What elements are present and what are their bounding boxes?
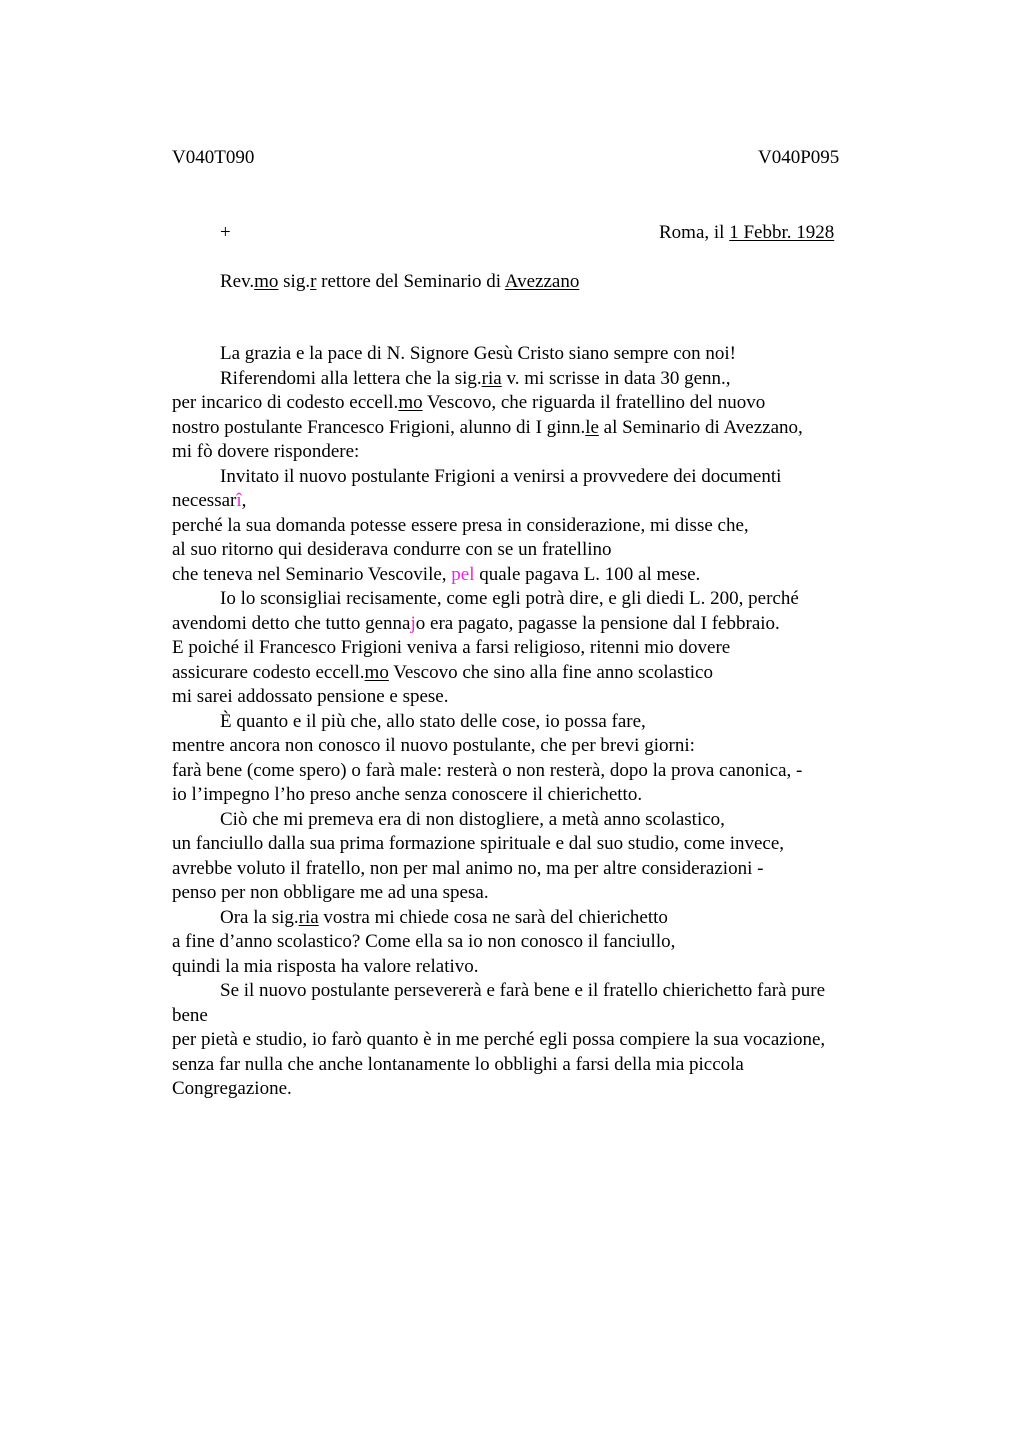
body-line <box>172 416 972 441</box>
text-run: quale pagava L. 100 al mese. <box>474 563 701 585</box>
text-run: Ora la sig. <box>220 906 299 928</box>
body-line: al suo ritorno qui desiderava condurre con se un fratellino <box>172 539 612 560</box>
underlined-abbrev: le <box>585 416 599 438</box>
date-value: 1 Febbr. 1928 <box>729 222 835 243</box>
body-line <box>172 612 972 637</box>
body-line <box>172 563 972 588</box>
body-line <box>172 391 972 416</box>
body-line: farà bene (come spero) o farà male: resterà o non resterà, dopo la prova canonica, - <box>172 759 803 781</box>
body-line: a fine d’anno scolastico? Come ella sa io non conosco il fanciullo, <box>172 931 676 952</box>
underlined-abbrev: mo <box>398 392 423 413</box>
letter-body <box>172 342 972 1102</box>
body-line: per pietà e studio, io farò quanto è in me perché egli possa compiere la sua vocazione, <box>172 1029 826 1050</box>
addressee-underlined: mo <box>254 271 279 292</box>
text-run: che teneva nel Seminario Vescovile, <box>172 563 452 585</box>
underlined-abbrev: mo <box>364 661 389 683</box>
body-line <box>172 661 972 686</box>
underlined-abbrev: ria <box>481 367 502 389</box>
text-run: per incarico di codesto eccell. <box>172 392 399 413</box>
body-line: perché la sua domanda potesse essere presa in considerazione, mi disse che, <box>172 514 749 536</box>
body-line: io l’impegno l’ho preso anche senza conoscere il chierichetto. <box>172 784 643 805</box>
text-run: Vescovo che sino alla fine anno scolastico <box>388 661 713 683</box>
body-line: La grazia e la pace di N. Signore Gesù Cristo siano sempre con noi! <box>220 343 737 364</box>
underlined-abbrev: ria <box>298 906 319 928</box>
addressee-line <box>220 270 579 295</box>
highlighted-text: j <box>410 612 416 634</box>
text-run: Vescovo, che riguarda il fratellino del nuovo <box>422 392 766 413</box>
body-line <box>172 367 972 392</box>
text-run: o era pagato, pagasse la pensione dal I febbraio. <box>415 612 780 634</box>
addressee-part: rettore del Seminario di <box>316 271 505 292</box>
header-right-code: V040P095 <box>758 147 840 168</box>
text-run: , <box>241 490 247 511</box>
cross-symbol: + <box>220 222 231 243</box>
body-line: E poiché il Francesco Frigioni veniva a farsi religioso, ritenni mio dovere <box>172 637 731 658</box>
body-line: mi fò dovere rispondere: <box>172 441 360 462</box>
body-line <box>172 906 972 931</box>
highlighted-text: pel <box>451 563 475 585</box>
date-prefix: Roma, il <box>659 222 730 243</box>
body-line: senza far nulla che anche lontanamente lo obblighi a farsi della mia piccola <box>172 1053 744 1075</box>
addressee-part: Rev. <box>220 271 255 292</box>
body-line: quindi la mia risposta ha valore relativo. <box>172 955 479 977</box>
body-line: Invitato il nuovo postulante Frigioni a venirsi a provvedere dei documenti <box>220 465 782 487</box>
body-line <box>172 489 972 514</box>
body-line: Se il nuovo postulante persevererà e farà bene e il fratello chierichetto farà pure <box>220 980 826 1001</box>
text-run: avendomi detto che tutto genna <box>172 612 411 634</box>
text-run: necessar <box>172 490 237 511</box>
addressee-underlined: r <box>310 271 317 292</box>
date-line <box>659 221 834 246</box>
body-line: avrebbe voluto il fratello, non per mal animo no, ma per altre considerazioni - <box>172 857 764 879</box>
text-run: al Seminario di Avezzano, <box>598 416 803 438</box>
body-line: Ciò che mi premeva era di non distogliere, a metà anno scolastico, <box>220 808 725 830</box>
body-line: Io lo sconsigliai recisamente, come egli potrà dire, e gli diedi L. 200, perché <box>220 588 799 609</box>
addressee-part: sig. <box>278 271 311 292</box>
text-run: nostro postulante Francesco Frigioni, alunno di I ginn. <box>172 416 586 438</box>
body-line: mentre ancora non conosco il nuovo postulante, che per brevi giorni: <box>172 735 695 756</box>
header-left-code: V040T090 <box>172 147 255 168</box>
body-line: un fanciullo dalla sua prima formazione spirituale e dal suo studio, come invece, <box>172 833 785 854</box>
text-run: assicurare codesto eccell. <box>172 661 365 683</box>
body-line: È quanto e il più che, allo stato delle cose, io possa fare, <box>220 710 646 732</box>
body-line: Congregazione. <box>172 1078 292 1099</box>
body-line: bene <box>172 1004 208 1026</box>
highlighted-text: î <box>236 490 242 511</box>
text-run: v. mi scrisse in data 30 genn., <box>501 367 731 389</box>
text-run: Riferendomi alla lettera che la sig. <box>220 367 482 389</box>
body-line: mi sarei addossato pensione e spese. <box>172 686 449 707</box>
body-line: penso per non obbligare me ad una spesa. <box>172 882 489 903</box>
text-run: vostra mi chiede cosa ne sarà del chierichetto <box>318 906 668 928</box>
addressee-underlined: Avezzano <box>504 271 580 292</box>
